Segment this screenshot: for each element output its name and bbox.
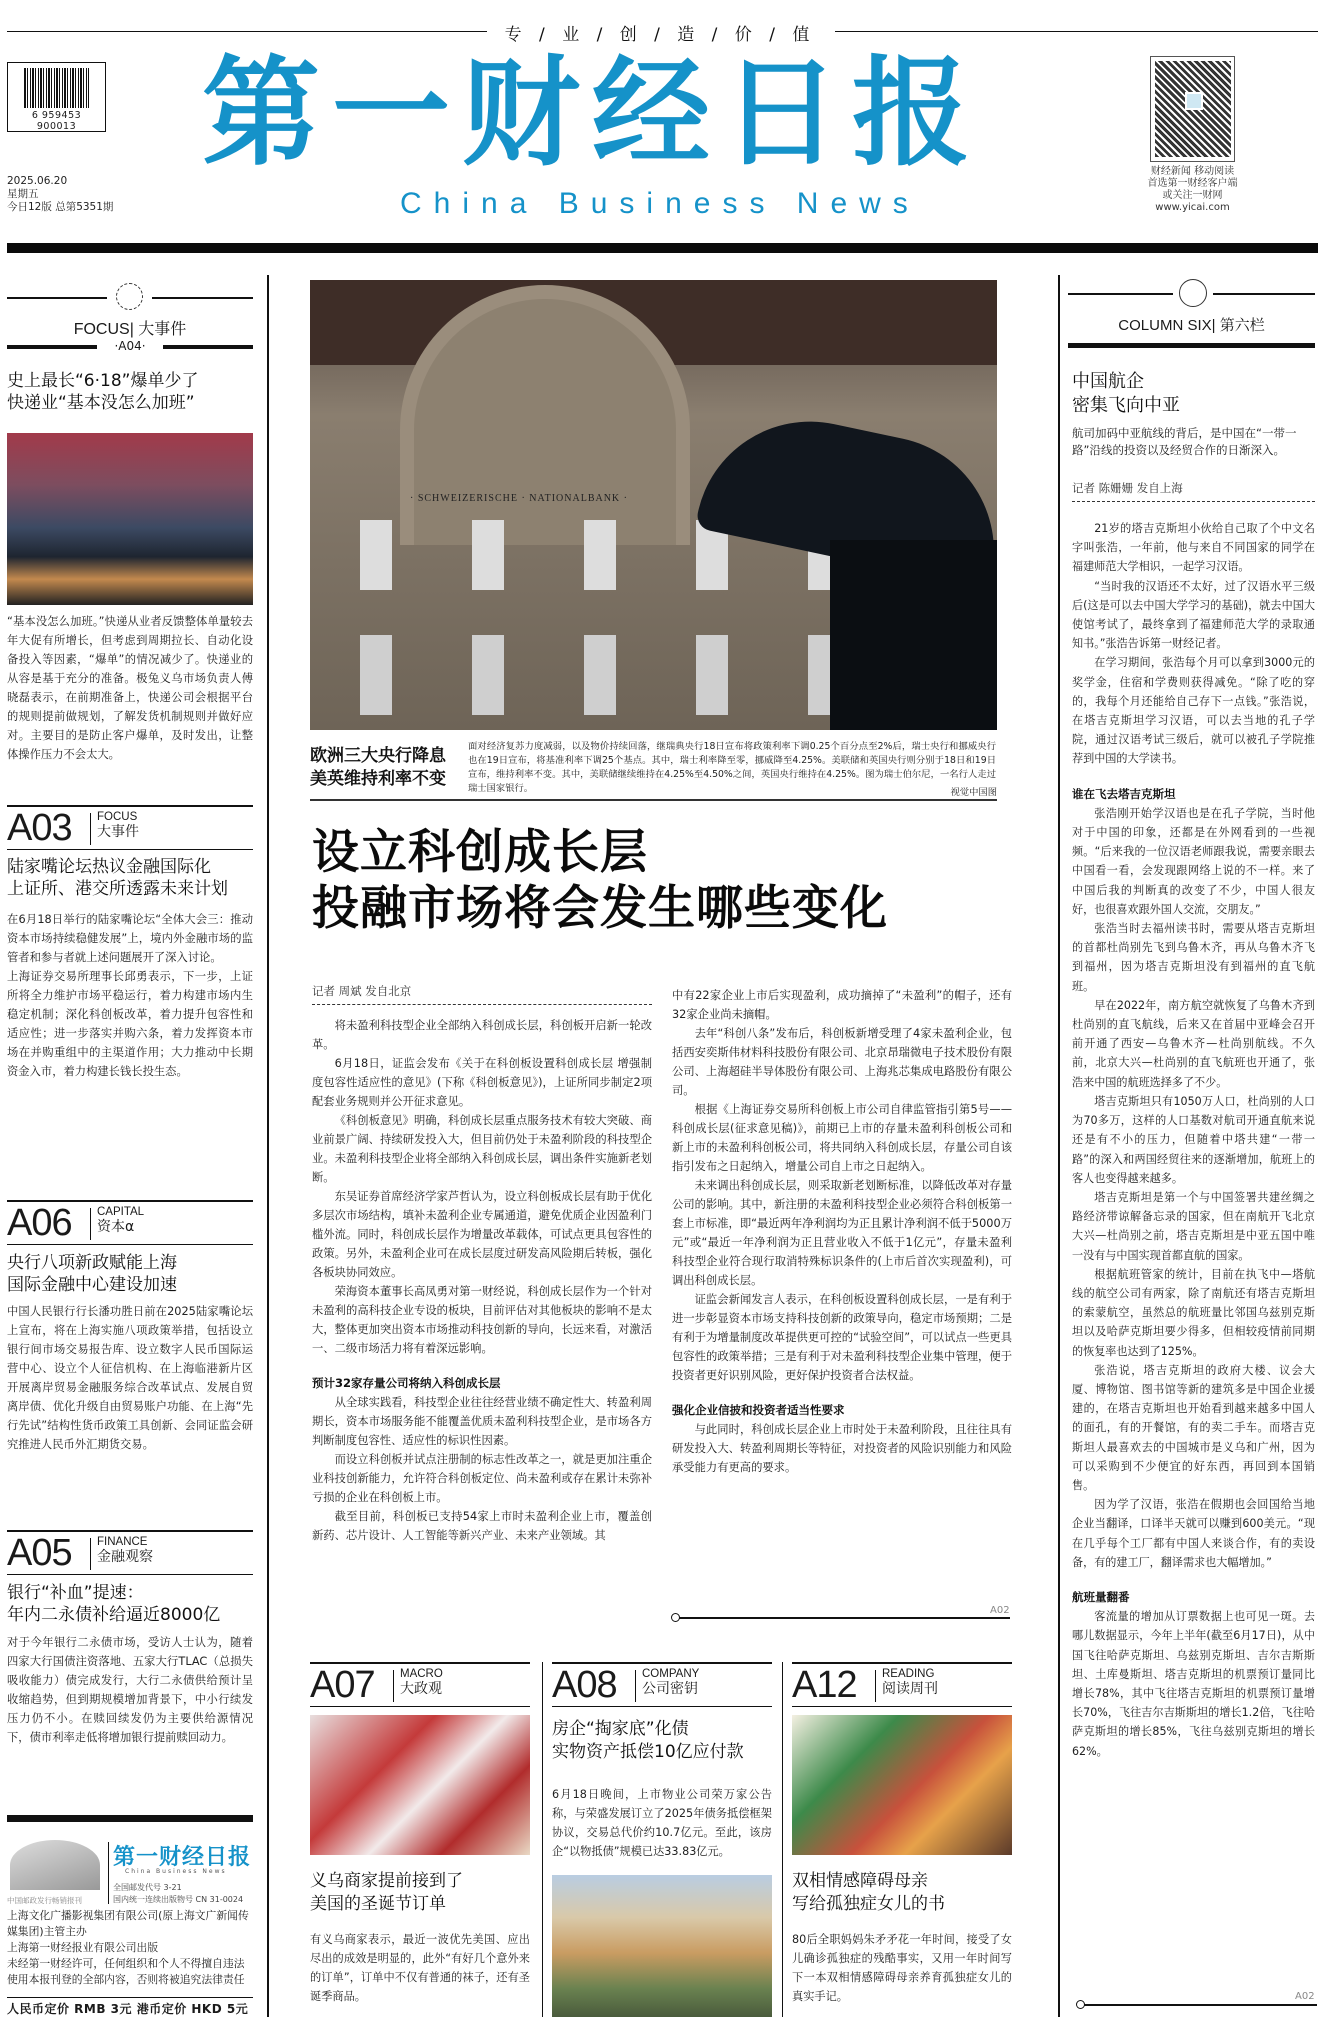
headline-line: 快递业“基本没怎么加班”: [7, 393, 195, 413]
slogan-rule-right: [835, 31, 1318, 32]
section-separator: [875, 1670, 876, 1702]
colophon-rule: [7, 1815, 253, 1822]
a05-body: 对于今年银行二永债市场，受访人士认为，随着四家大行国债注资落地、五家大行TLAC（总损失吸收能力）债完成发行，大行二永债供给预计呈收缩趋势，但到期规模增加背景下，中小行续发压力仍不小。在赎回续发仍为主要供给源情况下，债市利率走低将增加银行提前赎回动力。: [7, 1636, 253, 1744]
qr-caption: [1140, 166, 1245, 214]
section-en: CAPITAL: [97, 1206, 145, 1218]
slogan-rule-left: [7, 31, 487, 32]
a07-body: 有义乌商家表示，最近一波优先美国、应出尽出的成效是明显的，此外“有好几个意外来的订单”，订单中不仅有普通的袜子，还有圣诞季商品。: [310, 1933, 530, 2003]
section-header-a06: [7, 1200, 253, 1245]
section-code: A05: [7, 1532, 72, 1574]
column-six-rule-thick: [1068, 343, 1315, 348]
section-code: A07: [310, 1664, 375, 1706]
section-separator: [393, 1670, 394, 1702]
section-cn: 阅读周刊: [882, 1681, 938, 1697]
paragraph: 塔吉克斯坦只有1050万人口，杜尚别的人口为70多万，这样的人口基数对航司开通直航来说还是有不小的压力，但随着中塔共建“一带一路”的深入和两国经贸往来的逐渐增加，航班上的客人也变得越来越多。: [1072, 1094, 1315, 1185]
section-en: FOCUS: [97, 811, 138, 823]
paragraph: 塔吉克斯坦是第一个与中国签署共建丝绸之路经济带谅解备忘录的国家，但在南航开飞北京大兴—杜尚别之前，塔吉克斯坦是中亚五国中唯一没有与中国实现首都直航的国家。: [1072, 1190, 1315, 1262]
lead-headline[interactable]: [312, 825, 888, 937]
a06-body: 中国人民银行行长潘功胜日前在2025陆家嘴论坛上宣布，将在上海实施八项政策举措，包括设立银行间市场交易报告库、设立数字人民币国际运营中心、设立个人征信机构、在上海临港新片区开展离岸贸易金融服务综合改革试点、发展自贸离岸债、优化升级自由贸易账户功能、在上海“先行先试”结构性货币政策工具创新、会同证监会研究推进人民币外汇期货交易。: [7, 1305, 253, 1451]
colophon-line: 上海第一财经报业有限公司出版: [7, 1941, 159, 1954]
a12-body: 80后全职妈妈朱矛矛花一年时间，接受了女儿确诊孤独症的残酷事实，又用一年时间写下一本双相情感障碍母亲养育孤独症女儿的真实手记。: [792, 1933, 1012, 2003]
paragraph: 在学习期间，张浩每个月可以拿到3000元的奖学金，住宿和学费则获得减免。“除了吃的穿的，我每个月还能给自己存下一点钱。”张浩说，在塔吉克斯坦学习汉语，可以去当地的孔子学院，通过汉语考试三级后，就可以被孔子学院推荐到中国的大学读书。: [1072, 656, 1315, 766]
picture-book-illustration[interactable]: [792, 1715, 1012, 1855]
paragraph: 荣海资本董事长高凤勇对第一财经说，科创成长层作为一个针对未盈利的高科技企业专设的板块，目前评估对其他板块的影响不是太大，整体更加突出资本市场推动科技创新的导向，长远来看，对激活一、二级市场活力将有着深远影响。: [312, 1285, 652, 1355]
headline-line: 房企“掏家底”化债: [552, 1719, 689, 1739]
a03-body: [7, 910, 253, 1081]
hero-caption-title[interactable]: [310, 745, 455, 791]
express-warehouse-photo[interactable]: [7, 433, 253, 605]
headline-line: 美国的圣诞节订单: [310, 1894, 446, 1914]
headline-line: 国际金融中心建设加速: [7, 1275, 177, 1295]
column-six-byline: 记者 陈姗姗 发自上海: [1072, 480, 1315, 502]
barcode: [7, 62, 106, 132]
rongsheng-building-photo[interactable]: [552, 1875, 772, 2017]
section-cn: 大政观: [400, 1681, 442, 1697]
column-divider-left: [267, 275, 269, 2017]
barcode-bars: [24, 68, 89, 108]
postal-code: 全国邮发代号 3-21: [113, 1883, 182, 1892]
a12-headline[interactable]: [792, 1870, 1012, 1916]
headline-line: 史上最长“6·18”爆单少了: [7, 371, 199, 391]
paragraph: 因为学了汉语，张浩在假期也会回国给当地企业当翻译，口译半天就可以赚到600美元。“现在几乎每个工厂都有中国人来谈合作，有的卖设备，有的建工厂，翻译需求也大幅增加。”: [1072, 1498, 1315, 1569]
section-cn: 资本α: [97, 1219, 135, 1235]
colophon-line: 上海文化广播影视集团有限公司(原上海文广新闻传媒集团)主管主办: [7, 1909, 249, 1938]
pedestrian-body: [830, 540, 997, 730]
column-six-end-mark: [1080, 2004, 1317, 2006]
qr-caption-url[interactable]: www.yicai.com: [1155, 202, 1230, 213]
headline-line: 央行八项新政赋能上海: [7, 1253, 177, 1273]
headline-line: 义乌商家提前接到了: [310, 1871, 463, 1891]
paragraph: 21岁的塔吉克斯坦小伙给自己取了个中文名字叫张浩，一年前，他与来自不同国家的同学在福建师范大学相识，一起学习汉语。: [1072, 522, 1315, 574]
headline-line: 设立科创成长层: [312, 825, 648, 880]
lead-column-2: [672, 986, 1012, 1477]
section-code: A03: [7, 807, 72, 849]
paragraph: 在6月18日举行的陆家嘴论坛“全体大会三：推动资本市场持续稳健发展”上，境内外金融市场的监管者和参与者就上述问题展开了深入讨论。: [7, 913, 253, 964]
section-header-a12: [792, 1662, 1012, 1707]
section-separator: [90, 813, 91, 845]
section-code: A06: [7, 1202, 72, 1244]
paragraph: 根据航班管家的统计，目前在执飞中—塔航线的航空公司有两家，除了南航还有塔吉克斯坦的索蒙航空，虽然总的航班量比邻国乌兹别克斯坦以及哈萨克斯坦要少得多，但相较疫情前同期的恢复率也达到了125%。: [1072, 1267, 1315, 1358]
qr-caption-line: 或关注一财网: [1162, 190, 1223, 201]
section-code: A08: [552, 1664, 617, 1706]
newspaper-logo: 第一财经日报: [202, 43, 983, 182]
a03-headline[interactable]: [7, 856, 228, 900]
bottom-divider: [542, 1662, 543, 2017]
paragraph: 《科创板意见》明确，科创成长层重点服务技术有较大突破、商业前景广阔、持续研发投入大，但目前仍处于未盈利阶段的科技型企业。未盈利科技型企业将全部纳入科创成长层，调出条件实施新老划断。: [312, 1114, 652, 1184]
cn-number: 国内统一连续出版物号 CN 31-0024: [113, 1895, 244, 1904]
focus-label: FOCUS| 大事件: [73, 321, 187, 338]
subheading: 谁在飞去塔吉克斯坦: [1072, 786, 1176, 801]
colophon-line: 未经第一财经许可，任何组织和个人不得擅自违法使用本报刊登的全部内容，否则将被追究法律责任: [7, 1957, 245, 1986]
masthead-rule: [7, 243, 1318, 253]
section-cn: 公司密钥: [642, 1681, 698, 1697]
headline-line: 中国航企: [1072, 371, 1144, 392]
a07-headline[interactable]: [310, 1870, 530, 1916]
qr-caption-line: 首选第一财经客户端: [1147, 178, 1238, 189]
newspaper-logo-en: China Business News: [400, 187, 920, 220]
a05-headline[interactable]: [7, 1582, 220, 1626]
section-cn: 金融观察: [97, 1549, 153, 1565]
colophon-separator: [108, 1842, 109, 1904]
headline-line: 投融市场将会发生哪些变化: [312, 881, 888, 936]
column-six-emblem-icon: [1179, 279, 1207, 307]
colophon-logo-en: China Business News: [125, 1868, 227, 1875]
headline-line: 写给孤独症女儿的书: [792, 1894, 945, 1914]
headline-line: 陆家嘴论坛热议金融国际化: [7, 857, 211, 877]
headline-line: 实物资产抵偿10亿应付款: [552, 1742, 744, 1762]
issue-date: 2025.06.20: [7, 175, 68, 187]
headline-line: 年内二永债补给逼近8000亿: [7, 1605, 221, 1625]
column-six-headline[interactable]: [1072, 370, 1180, 418]
paragraph: 张浩刚开始学汉语也是在孔子学院，当时他对于中国的印象，还都是在外网看到的一些视频。“后来我的一位汉语老师跟我说，需要亲眼去中国看一看，会发现跟网络上说的不一样。来了中国后我的判断真的改变了不少，中国人很友好，也很喜欢跟外国人交流，交朋友。”: [1072, 806, 1315, 916]
paragraph: 早在2022年，南方航空就恢复了乌鲁木齐到杜尚别的直飞航线，后来又在首届中亚峰会召开前开通了西安—乌鲁木齐—杜尚别航线。不久前，北京大兴—杜尚别的直飞航班也开通了，张浩来中国的航班选择多了不少。: [1072, 998, 1315, 1089]
caption-title-line: 美英维持利率不变: [310, 769, 446, 789]
paragraph: 根据《上海证券交易所科创板上市公司自律监管指引第5号——科创成长层(征求意见稿)》，前期已上市的存量未盈利科创板公司和新上市的未盈利科创板公司，将共同纳入科创成长层，存量公司自该指引发布之日起纳入，增量公司自上市之日起纳入。: [672, 1103, 1012, 1173]
focus-rule-thick-right: [163, 345, 253, 349]
a08-body: 6月18日晚间，上市物业公司荣万家公告称，与荣盛发展订立了2025年债务抵偿框架协议，交易总代价约10.7亿元。至此，该房企“以物抵债”规模已达33.83亿元。: [552, 1788, 772, 1858]
subheading: 预计32家存量公司将纳入科创成长层: [312, 1376, 501, 1390]
focus-page: ·A04·: [114, 339, 146, 353]
price: 人民币定价 RMB 3元 港币定价 HKD 5元: [7, 1997, 253, 2017]
section-en: FINANCE: [97, 1536, 148, 1548]
issue-info: [7, 175, 113, 214]
section-separator: [90, 1538, 91, 1570]
hero-caption-body: 面对经济复苏力度减弱，以及物价持续回落，继瑞典央行18日宣布将政策利率下调0.25个百分点至2%后，瑞士央行和挪威央行也在19日宣布，将基准利率下调25个基点。其中，瑞士利率降至零，挪威降至4.25%。美联储和英国央行则分别于18日和19日宣布，维持利率不变。其中，美联储继续维持在4.25%至4.50%之间，英国央行维持在4.25%。图为瑞士伯尔尼，一名行人走过瑞士国家银行。: [468, 741, 996, 794]
barcode-number: 6 959453 900013: [31, 110, 82, 132]
paragraph: 与此同时，科创成长层企业上市时处于未盈利阶段，且往往具有研发投入大、转盈利周期长等特征，对投资者的风险识别能力和风险承受能力有更高的要求。: [672, 1423, 1012, 1474]
subheading: 航班量翻番: [1072, 1589, 1130, 1604]
section-header-a03: [7, 805, 253, 850]
focus-body: “基本没怎么加班。”快递从业者反馈整体单量较去年大促有所增长，但考虑到周期拉长、自动化设备投入等因素，“爆单”的情况减少了。快递业的从容是基于充分的准备。极兔义乌市场负责人傅晓磊表示，在前期准备上，快递公司会根据平台的规则提前做规划，了解发货机制规则并做好应对。主要目的是防止客户爆单，及时发出，让整体操作压力不会太大。: [7, 615, 253, 761]
caption-title-line: 欧洲三大央行降息: [310, 746, 446, 766]
paragraph: 张浩当时去福州读书时，需要从塔吉克斯坦的首都杜尚别先飞到乌鲁木齐，再从乌鲁木齐飞到福州，因为塔吉克斯坦没有到福州的直飞航班。: [1072, 922, 1315, 993]
building-sign: · SCHWEIZERISCHE · NATIONALBANK ·: [410, 493, 628, 504]
colophon-lines: [7, 1908, 253, 1988]
column-six-continued-page[interactable]: A02: [1295, 1991, 1315, 2002]
a06-headline[interactable]: [7, 1252, 177, 1296]
paragraph: 证监会新闻发言人表示，在科创板设置科创成长层，一是有利于进一步彰显资本市场支持科技创新的政策导向，稳定市场预期；二是有利于为增量制度改革提供更可控的“试验空间”，可以试点一些更具包容性的政策举措；三是有利于对未盈利科技型企业集中管理，便于投资者更好识别风险，更好保护投资者合法权益。: [672, 1293, 1012, 1382]
paragraph: 从全球实践看，科技型企业往往经营业绩不确定性大、转盈利周期长，资本市场服务能不能覆盖优质未盈利科技型企业，是市场各方判断制度包容性、适应性的标识性因素。: [312, 1396, 652, 1447]
section-header-a05: [7, 1530, 253, 1575]
column-six-body: [1072, 519, 1315, 1761]
headline-line: 密集飞向中亚: [1072, 395, 1180, 416]
headline-line: 银行“补血”提速：: [7, 1583, 144, 1603]
a08-headline[interactable]: [552, 1718, 772, 1764]
headline-line: 上证所、港交所透露未来计划: [7, 879, 228, 899]
focus-rule-thick-left: [7, 345, 97, 349]
subheading: 强化企业信披和投资者适当性要求: [672, 1403, 845, 1417]
focus-rule-top: [7, 297, 107, 299]
colophon-logo: 第一财经日报: [113, 1844, 252, 1870]
paragraph: “当时我的汉语还不太好，过了汉语水平三级后(这是可以去中国大学学习的基础)，就去中国大使馆考试了，最终拿到了福建师范大学的录取通知书。”张浩告诉第一财经记者。: [1072, 579, 1315, 651]
section-en: READING: [882, 1668, 935, 1680]
yiwu-christmas-photo[interactable]: [310, 1715, 530, 1855]
section-separator: [90, 1208, 91, 1240]
section-cn: 大事件: [97, 824, 139, 840]
column-six-deck: 航司加码中亚航线的背后，是中国在“一带一路”沿线的投资以及经贸合作的日渐深入。: [1072, 426, 1297, 457]
bottom-divider: [782, 1662, 783, 2017]
focus-gear-icon: [116, 283, 143, 310]
focus-rule-top-right: [152, 297, 253, 299]
lead-byline: 记者 周斌 发自北京: [312, 983, 652, 1005]
paragraph: 未来调出科创成长层，则采取新老划断标准，以降低改革对存量公司的影响。其中，新注册的未盈利科技型企业必须符合科创板第一套上市标准，即“最近两年净利润均为正且累计净利润不低于5000万元”或“最近一年净利润为正且营业收入不低于1亿元”，存量未盈利科技型企业符合现行取消特殊标识条件的(上市后首次实现盈利)，可调出科创成长层。: [672, 1179, 1012, 1287]
slogan: 专 / 业 / 创 / 造 / 价 / 值: [504, 25, 816, 45]
lead-end-mark: [675, 1617, 1010, 1619]
section-en: MACRO: [400, 1668, 443, 1680]
paragraph: 去年“科创八条”发布后，科创板新增受理了4家未盈利企业，包括西安奕斯伟材料科技股份有限公司、北京昂瑞微电子技术股份有限公司、上海超硅半导体股份有限公司、上海兆芯集成电路股份有限公司。: [672, 1027, 1012, 1097]
paragraph: 东吴证券首席经济学家芦哲认为，设立科创板成长层有助于优化多层次市场结构，填补未盈利企业专属通道，避免优质企业因盈利门槛外流。同时，科创成长层作为增量改革载体，可试点更具包容性的政策。另外，未盈利企业可在成长层度过研发高风险期后转板，强化各板块协同效应。: [312, 1190, 652, 1279]
paragraph: 张浩说，塔吉克斯坦的政府大楼、议会大厦、博物馆、图书馆等新的建筑多是中国企业援建的，在塔吉克斯坦也开始看到越来越多中国人的面孔，有的开餐馆，有的卖二手车。而塔吉克斯坦人最喜欢去的中国城市是义乌和广州，因为可以采购到不少便宜的好东西，再回到本国销售。: [1072, 1363, 1315, 1492]
paragraph: 客流量的增加从订票数据上也可见一斑。去哪儿数据显示，今年上半年(截至6月17日)，从中国飞往哈萨克斯坦、乌兹别克斯坦、吉尔吉斯斯坦、土库曼斯坦、塔吉克斯坦的机票预订量同比增长78%，其中飞往塔吉克斯坦的机票预订量增长70%，飞往吉尔吉斯斯坦的增长1.2倍，飞往哈萨克斯坦的增长85%，飞往乌兹别克斯坦的增长62%。: [1072, 1610, 1315, 1758]
column-six-rule-right: [1213, 293, 1315, 295]
section-en: COMPANY: [642, 1668, 700, 1680]
window-row: [320, 635, 840, 715]
focus-headline[interactable]: [7, 370, 198, 414]
lead-column-1: [312, 1016, 652, 1545]
column-six-label: COLUMN SIX| 第六栏: [1118, 317, 1265, 334]
headline-line: 双相情感障碍母亲: [792, 1871, 928, 1891]
swiss-national-bank-photo[interactable]: [310, 280, 997, 730]
postal-label: 中国邮政发行畅销报刊: [7, 1896, 82, 1905]
paragraph: 6月18日，证监会发布《关于在科创板设置科创成长层 增强制度包容性适应性的意见》(下称《科创板意见》)，上证所同步制定2项配套业务规则并公开征求意见。: [312, 1057, 652, 1108]
photo-credit: 视觉中国图: [950, 787, 997, 798]
section-separator: [635, 1670, 636, 1702]
issue-edition: 今日12版 总第5351期: [7, 201, 114, 213]
qr-caption-line: 财经新闻 移动阅读: [1150, 166, 1235, 177]
paragraph: 将未盈利科技型企业全部纳入科创成长层，科创板开启新一轮改革。: [312, 1019, 652, 1051]
issue-weekday: 星期五: [7, 188, 39, 200]
section-header-a07: [310, 1662, 530, 1707]
column-divider-right: [1058, 275, 1060, 2017]
paragraph: 截至目前，科创板已支持54家上市时未盈利企业上市，覆盖创新药、芯片设计、人工智能等新兴产业、未来产业领域。其: [312, 1510, 652, 1542]
section-header-a08: [552, 1662, 772, 1707]
paragraph: 上海证券交易所理事长邱勇表示，下一步，上证所将全力维护市场平稳运行，着力构建市场内生稳定机制；深化科创板改革，着力提升包容性和适应性；进一步落实并购六条，着力发挥资本市场在并购重组中的主渠道作用；大力推动中长期资金入市，着力构建长钱长投生态。: [7, 970, 253, 1078]
qr-logo-icon: [1185, 92, 1203, 110]
lead-continued-page[interactable]: A02: [990, 1605, 1010, 1616]
section-code: A12: [792, 1664, 857, 1706]
column-six-rule-left: [1068, 293, 1173, 295]
postal-logo-icon: [10, 1840, 100, 1890]
paragraph: 中有22家企业上市后实现盈利，成功摘掉了“未盈利”的帽子，还有32家企业尚未摘帽。: [672, 989, 1012, 1021]
paragraph: 而设立科创板并试点注册制的标志性改革之一，就是更加注重企业科技创新能力，允许符合科创板定位、尚未盈利或存在累计未弥补亏损的企业在科创板上市。: [312, 1453, 652, 1504]
hero-rule: [310, 799, 997, 801]
